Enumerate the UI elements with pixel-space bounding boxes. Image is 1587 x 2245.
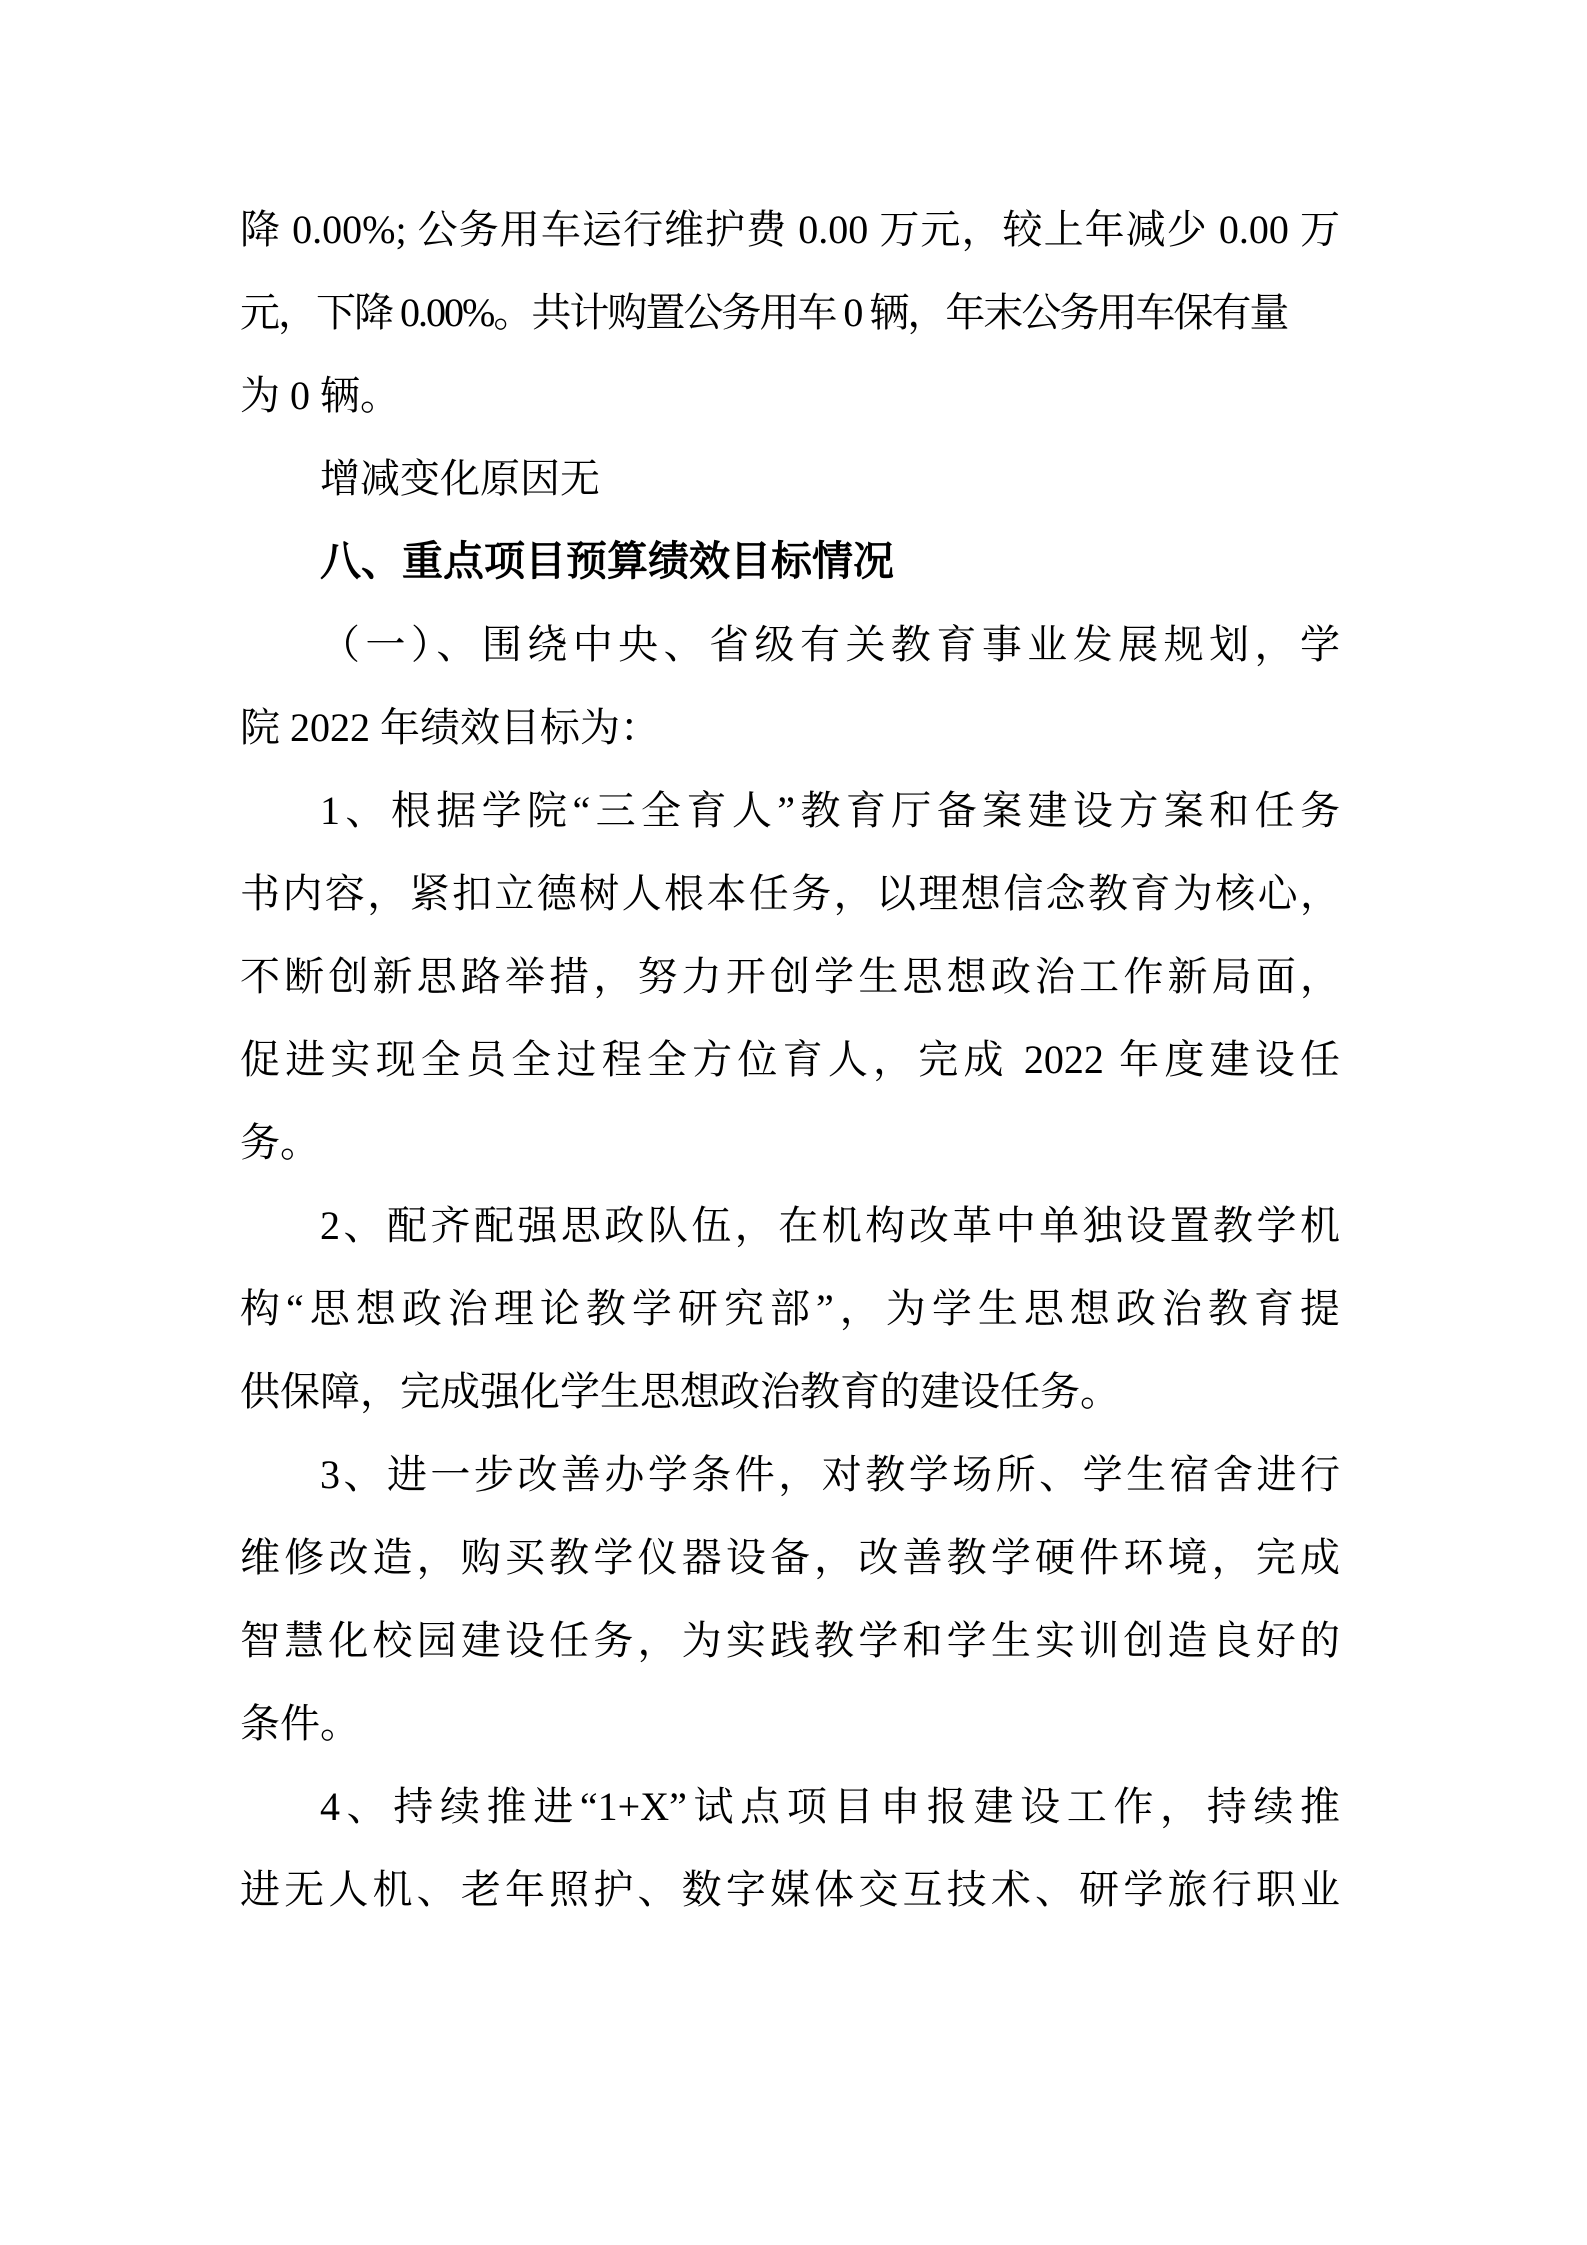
text-line: 元，下降 0.00%。共计购置公务用车 0 辆，年末公务用车保有量 <box>240 290 1288 335</box>
text-line: 进无人机、老年照护、数字媒体交互技术、研学旅行职业 <box>240 1867 1340 1912</box>
text-line: 维修改造，购买教学仪器设备，改善教学硬件环境，完成 <box>240 1535 1340 1580</box>
text-line: 4、持续推进“1+X”试点项目申报建设工作，持续推 <box>320 1784 1340 1829</box>
text-line: 为 0 辆。 <box>240 373 400 418</box>
text-line: 2、配齐配强思政队伍，在机构改革中单独设置教学机 <box>320 1203 1340 1248</box>
section-heading: 八、重点项目预算绩效目标情况 <box>320 538 894 584</box>
text-line: 智慧化校园建设任务，为实践教学和学生实训创造良好的 <box>240 1618 1340 1663</box>
text-line: 增减变化原因无 <box>320 456 600 501</box>
text-line: 促进实现全员全过程全方位育人，完成 2022 年度建设任 <box>240 1037 1340 1082</box>
text-line: 条件。 <box>240 1701 360 1746</box>
text-line: 构“思想政治理论教学研究部”，为学生思想政治教育提 <box>240 1286 1340 1331</box>
text-line: 书内容，紧扣立德树人根本任务，以理想信念教育为核心， <box>240 871 1340 916</box>
document-text-block <box>240 188 1340 1931</box>
text-line: 1、根据学院“三全育人”教育厅备案建设方案和任务 <box>320 788 1340 833</box>
text-line: （一）、围绕中央、省级有关教育事业发展规划，学 <box>320 622 1340 667</box>
text-line: 供保障，完成强化学生思想政治教育的建设任务。 <box>240 1369 1120 1414</box>
text-line: 不断创新思路举措，努力开创学生思想政治工作新局面， <box>240 954 1340 999</box>
text-line: 降 0.00%; 公务用车运行维护费 0.00 万元，较上年减少 0.00 万 <box>240 207 1340 252</box>
text-line: 3、进一步改善办学条件，对教学场所、学生宿舍进行 <box>320 1452 1340 1497</box>
text-line: 务。 <box>240 1120 320 1165</box>
text-line: 院 2022 年绩效目标为： <box>240 705 660 750</box>
